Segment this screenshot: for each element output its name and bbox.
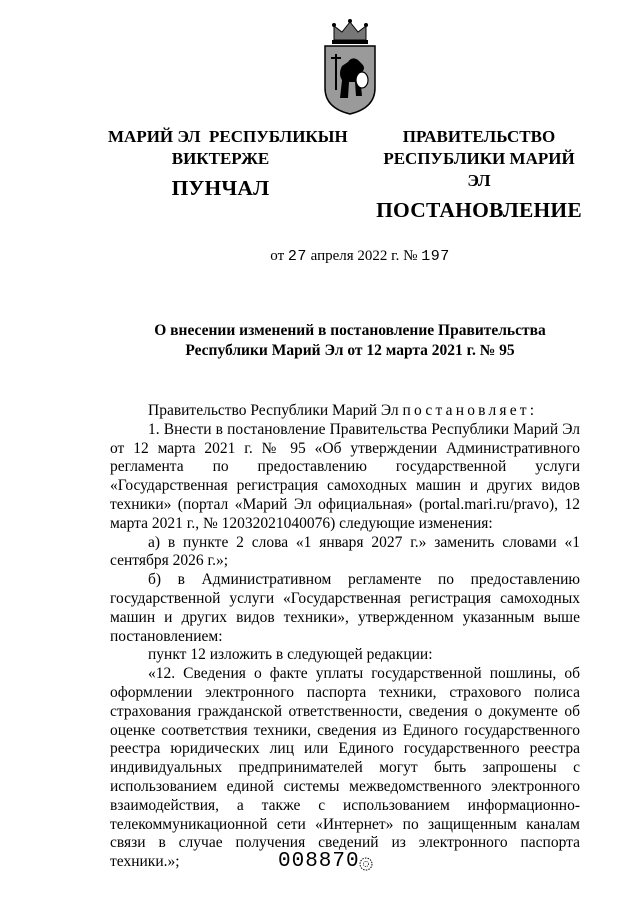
header-left-line2: ВИКТЕРЖЕ <box>171 149 270 168</box>
paragraph-clause-12: «12. Сведения о факте уплаты государственной пошлины, об оформлении электронного паспорта техники, страхового полиса страхования гражданской ответственности, сведения о документе об оценке соответствия техники, сведения из Единого государственного реестра юридических лиц или Единого государственного реестра индивидуальных предпринимателей могут быть запрошены с использованием единой системы межведомственного электронного взаимодействия, а также с использованием информационно-телекоммуникационной сети «Интернет» по защищенным каналам связи в случае получения сведений из электронного паспорта техники.»; <box>110 665 580 871</box>
header-right-block <box>370 126 588 223</box>
header-right-line1: ПРАВИТЕЛЬСТВО <box>402 127 556 146</box>
intro-lead: Правительство Республики Марий Эл <box>148 402 399 419</box>
document-number: 197 <box>421 248 450 265</box>
header-left-doc-type: ПУНЧАЛ <box>171 176 270 200</box>
intro-paragraph <box>110 402 580 421</box>
document-title <box>110 321 590 361</box>
serial-number: 008870 <box>278 850 360 873</box>
date-day: 27 <box>287 248 307 265</box>
header-left-block <box>108 126 348 201</box>
header-left-line1: МАРИЙ ЭЛ РЕСПУБЛИКЫН <box>108 127 348 146</box>
paragraph-1a: а) в пункте 2 слова «1 января 2027 г.» заменить словами «1 сентября 2026 г.»; <box>110 533 580 570</box>
paragraph-1: 1. Внести в постановление Правительства Республики Марий Эл от 12 марта 2021 г. № 95 «Об утверждении Административного регламента по предоставлению государственной услуги «Государственная регистрация самоходных машин и других видов техники» (портал «Марий Эл официальная» (portal.mari.ru/pravo), 12 марта 2021 г., № 12032021040076) следующие изменения: <box>110 420 580 532</box>
rosette-mark-icon <box>358 856 374 872</box>
header-right-doc-type: ПОСТАНОВЛЕНИЕ <box>376 198 582 222</box>
title-line1: О внесении изменений в постановление Правительства <box>154 322 546 339</box>
intro-resolves: постановляет: <box>402 402 538 419</box>
document-body <box>110 402 580 872</box>
header-right-line2: РЕСПУБЛИКИ МАРИЙ ЭЛ <box>383 149 575 190</box>
date-line <box>200 248 520 265</box>
date-prefix: от <box>270 248 285 264</box>
date-month-year: апреля 2022 г. № <box>310 248 418 264</box>
coat-of-arms-icon <box>322 18 378 116</box>
title-line2: Республики Марий Эл от 12 марта 2021 г. № 95 <box>185 342 515 359</box>
paragraph-clause-12-intro: пункт 12 изложить в следующей редакции: <box>148 646 433 664</box>
paragraph-1b: б) в Административном регламенте по предоставлению государственной услуги «Государственная регистрация самоходных машин и других видов техники», утвержденном указанным выше постановлением: <box>110 571 580 645</box>
